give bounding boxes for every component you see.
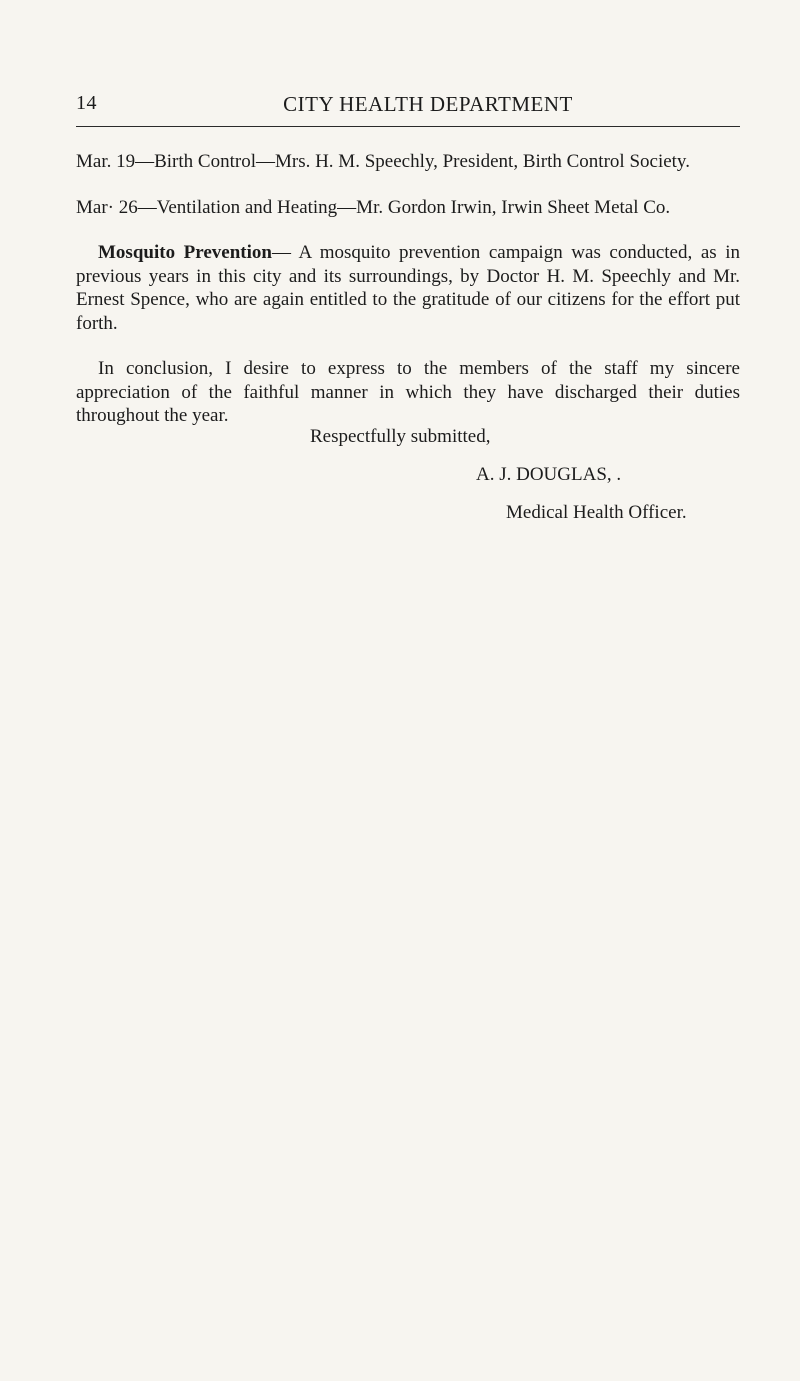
running-head: CITY HEALTH DEPARTMENT: [283, 92, 573, 116]
signer-title: Medical Health Officer.: [506, 502, 687, 523]
lecture-entry-ventilation: Mar· 26—Ventilation and Heating—Mr. Gordon Irwin, Irwin Sheet Metal Co.: [76, 196, 671, 218]
mosquito-prevention-heading: Mosquito Prevention: [98, 242, 272, 263]
conclusion-paragraph: In conclusion, I desire to express to the members of the staff my sincere appreciation of the faithful manner in which they have discharged their duties throughout the year.: [76, 358, 740, 426]
body-text: [76, 150, 740, 450]
mosquito-prevention-text: — A mosquito prevention campaign was conducted, as in previous years in this city and its surroundings, by Doctor H. M. Speechly and Mr. Ernest Spence, who are again entitled to the gratitude of our citizens for the effort put forth.: [76, 242, 740, 334]
page-header: [76, 92, 740, 127]
signer-name: A. J. DOUGLAS, .: [476, 464, 622, 485]
mosquito-prevention-paragraph: [76, 241, 740, 335]
page-number: 14: [76, 92, 97, 114]
closing-line: Respectfully submitted,: [310, 426, 491, 447]
lecture-entry-birth-control: Mar. 19—Birth Control—Mrs. H. M. Speechly, President, Birth Control Society.: [76, 151, 690, 172]
